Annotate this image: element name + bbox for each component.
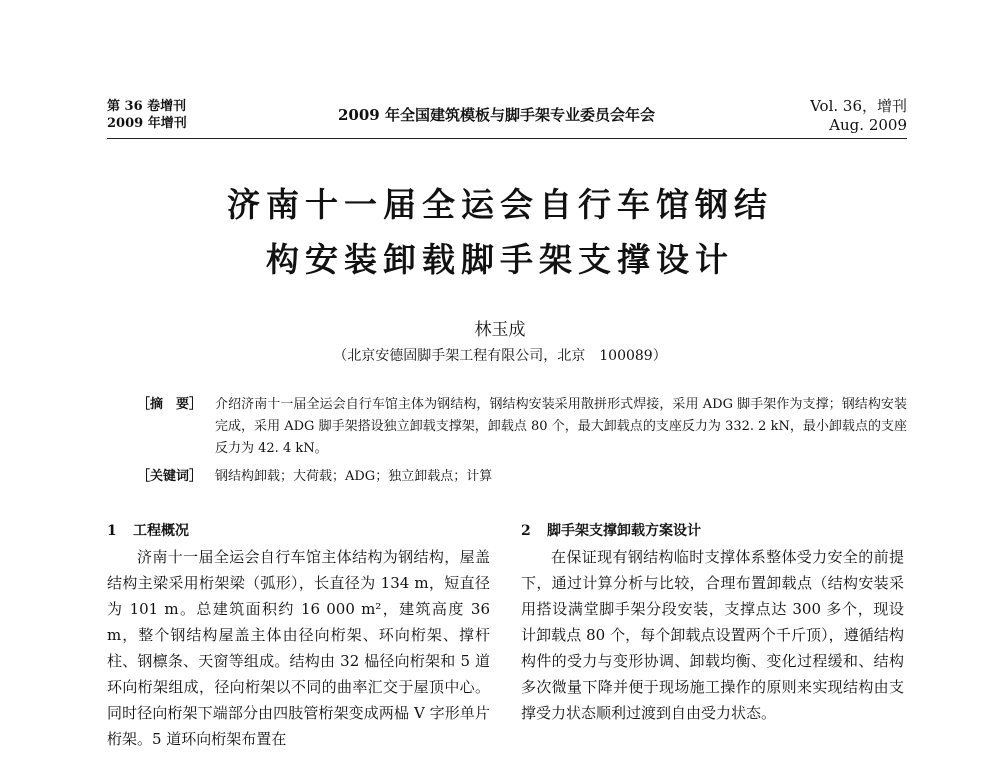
section-body: 在保证现有钢结构临时支撑体系整体受力安全的前提下，通过计算分析与比较，合理布置卸载点（结构安装采用搭设满堂脚手架分段安装，支撑点达 300 多个，现设计卸载点 80 个，每个卸载点设置两个千斤顶），遵循结构构件的受力与变形协调、卸载均衡、变化过程缓和、结构多次微量下降并便于现场施工操作的原则来实现结构由支撑受力状态顺利过渡到自由受力状态。 [521, 548, 904, 722]
section-heading [107, 518, 490, 544]
section-2 [521, 518, 904, 726]
keywords-text: 钢结构卸载；大荷载；ADG；独立卸载点；计算 [215, 469, 493, 484]
section-heading [521, 518, 904, 544]
issue-info-line2: Aug. 2009 [829, 116, 907, 134]
section-1 [107, 518, 490, 752]
section-number: 2 [521, 523, 531, 539]
journal-volume-line1: 第 36 卷增刊 [107, 99, 187, 114]
journal-volume [107, 98, 187, 132]
conference-name: 2009 年全国建筑模板与脚手架专业委员会年会 [338, 106, 655, 124]
section-title: 工程概况 [133, 523, 189, 539]
paper-title-line1: 济南十一届全运会自行车馆钢结 [227, 185, 773, 224]
author-affiliation: （北京安德固脚手架工程有限公司，北京 100089） [333, 348, 667, 364]
paper-title [100, 177, 900, 287]
journal-volume-line2: 2009 年增刊 [107, 116, 187, 131]
header-rule [107, 138, 907, 139]
section-title: 脚手架支撑卸载方案设计 [547, 523, 701, 539]
issue-info-line1: Vol. 36，增刊 [810, 97, 907, 115]
keywords-label: ［关键词］ [137, 469, 203, 484]
issue-info [790, 97, 907, 135]
section-body: 济南十一届全运会自行车馆主体结构为钢结构，屋盖结构主梁采用桁架梁（弧形），长直径为 134 m，短直径为 101 m。总建筑面积约 16 000 m²，建筑高度 36 m，整个钢结构屋盖主体由径向桁架、环向桁架、撑杆柱、钢檩条、天窗等组成。结构由 32 榀径向桁架和 5 道环向桁架组成，径向桁架以不同的曲率汇交于屋顶中心。同时径向桁架下端部分由四肢管桁架变成两榀 V 字形单片桁架。5 道环向桁架布置在 [107, 548, 490, 748]
author-name: 林玉成 [474, 320, 526, 340]
section-number: 1 [107, 523, 117, 539]
abstract-text: 介绍济南十一届全运会自行车馆主体为钢结构，钢结构安装采用散拼形式焊接，采用 ADG 脚手架作为支撑；钢结构安装完成，采用 ADG 脚手架搭设独立卸载支撑架，卸载点 80 个，最大卸载点的支座反力为 332. 2 kN，最小卸载点的支座反力为 42. 4 kN。 [215, 397, 907, 456]
paper-title-line2: 构安装卸载脚手架支撑设计 [266, 240, 734, 279]
abstract-label: ［摘 要］ [137, 397, 203, 412]
